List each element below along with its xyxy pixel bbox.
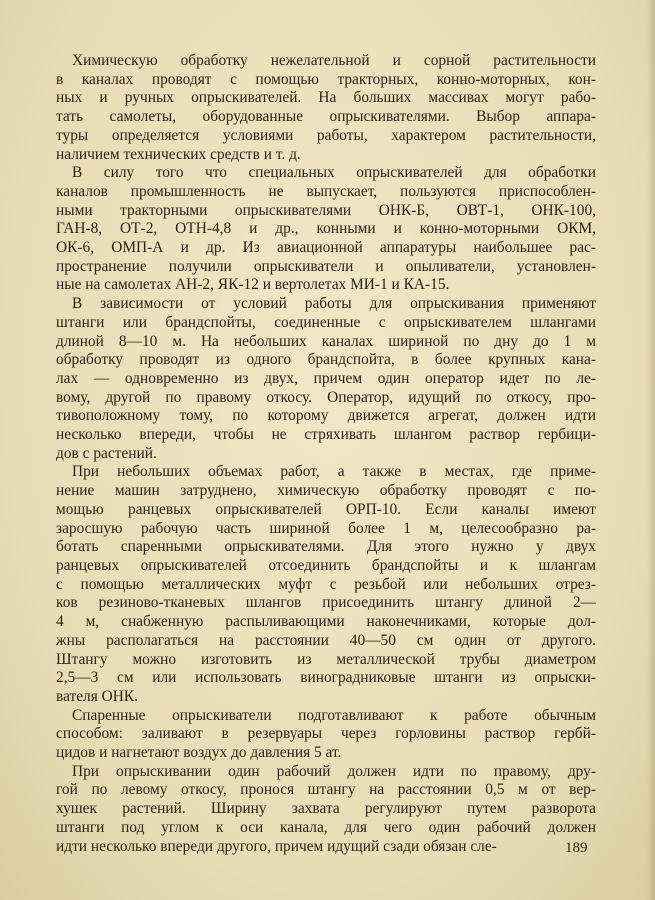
text-line: лах — одновременно из двух, причем один оператор идет по ле-	[56, 369, 596, 387]
text-line: наличием технических средств и т. д.	[56, 145, 301, 163]
text-line: Спаренные опрыскиватели подготавливают к работе обычным	[72, 706, 596, 724]
text-line: штанги под углом к оси канала, для чего один рабочий должен	[56, 818, 596, 836]
text-line: с помощью металлических муфт с резьбой или небольших отрез-	[56, 575, 596, 593]
text-line: 2,5—3 см или использовать виноградниковые штанги из опрыски-	[56, 669, 596, 687]
text-line: ных и ручных опрыскивателей. На больших массивах могут рабо-	[56, 89, 596, 107]
text-line: хушек растений. Ширину захвата регулируют путем разворота	[56, 800, 596, 818]
paragraph	[56, 463, 596, 706]
text-line: ботать спаренными опрыскивателями. Для этого нужно у двух	[56, 538, 596, 556]
page-number: 189	[565, 840, 588, 856]
text-line: тивоположному тому, по которому движется агрегат, должен идти	[56, 407, 596, 425]
text-line: ранцевых опрыскивателей отсоединить брандспойты и к шлангам	[56, 556, 596, 574]
text-line: дов с растений.	[56, 444, 157, 462]
text-line: В силу того что специальных опрыскивателей для обработки	[72, 164, 596, 182]
text-line: При небольших объемах работ, а также в местах, где приме-	[72, 463, 596, 481]
paragraph	[56, 707, 596, 763]
text-line: длиной 8—10 м. На небольших каналах шириной по дну до 1 м	[56, 332, 596, 350]
paragraph	[56, 52, 596, 164]
text-line: туры определяется условиями работы, характером растительности,	[56, 126, 596, 144]
text-line: гой по левому откосу, пронося штангу на расстоянии 0,5 м от вер-	[56, 781, 596, 799]
text-line: ГАН-8, ОТ-2, ОТН-4,8 и др., конными и конно-моторными ОКМ,	[56, 220, 596, 238]
text-line: несколько впереди, чтобы не стряхивать шлангом раствор гербици-	[56, 426, 596, 444]
text-line: ОК-6, ОМП-А и др. Из авиационной аппаратуры наибольшее рас-	[56, 239, 596, 257]
text-line: обработку проводят из одного брандспойта, в более крупных кана-	[56, 351, 596, 369]
text-line: мощью ранцевых опрыскивателей ОРП-10. Если каналы имеют	[56, 500, 596, 518]
text-line: в каналах проводят с помощью тракторных, конно-моторных, кон-	[56, 70, 596, 88]
text-line: пространение получили опрыскиватели и опыливатели, установлен-	[56, 257, 596, 275]
text-line: вателя ОНК.	[56, 687, 139, 705]
text-line: идти несколько впереди другого, причем идущий сзади обязан сле-	[56, 837, 497, 855]
page-edge-shadow	[647, 0, 655, 900]
paragraph	[56, 763, 596, 857]
page-body	[56, 52, 596, 856]
text-line: заросшую рабочую часть шириной более 1 м, целесообразно ра-	[56, 519, 596, 537]
text-line: вому, другой по правому откосу. Оператор, идущий по откосу, про-	[56, 388, 596, 406]
text-line: ные на самолетах АН-2, ЯК-12 и вертолетах МИ-1 и КА-15.	[56, 276, 450, 294]
text-line: Химическую обработку нежелательной и сорной растительности	[72, 52, 596, 69]
paragraph	[56, 164, 596, 295]
text-line: способом: заливают в резервуары через горловины раствор гербй-	[56, 725, 596, 743]
text-line: тать самолеты, оборудованные опрыскивателями. Выбор аппара-	[56, 108, 596, 126]
text-line: ными тракторными опрыскивателями ОНК-Б, ОВТ-1, ОНК-100,	[56, 201, 596, 219]
text-line: При опрыскивании один рабочий должен идти по правому, дру-	[72, 762, 596, 780]
text-line: В зависимости от условий работы для опрыскивания применяют	[72, 295, 596, 313]
text-line: каналов промышленность не выпускает, пользуются приспособлен-	[56, 182, 596, 200]
text-line: штанги или брандспойты, соединенные с опрыскивателем шлангами	[56, 313, 596, 331]
text-line: Штангу можно изготовить из металлической трубы диаметром	[56, 650, 596, 668]
text-line: жны располагаться на расстоянии 40—50 см один от другого.	[56, 631, 596, 649]
text-line: цидов и нагнетают воздух до давления 5 ат.	[56, 744, 342, 762]
text-line: нение машин затруднено, химическую обработку проводят с по-	[56, 482, 596, 500]
paragraph	[56, 295, 596, 463]
text-line: ков резиново-тканевых шлангов присоединить штангу длиной 2—	[56, 594, 596, 612]
text-line: 4 м, снабженную распыливающими наконечниками, которые дол-	[56, 613, 596, 631]
